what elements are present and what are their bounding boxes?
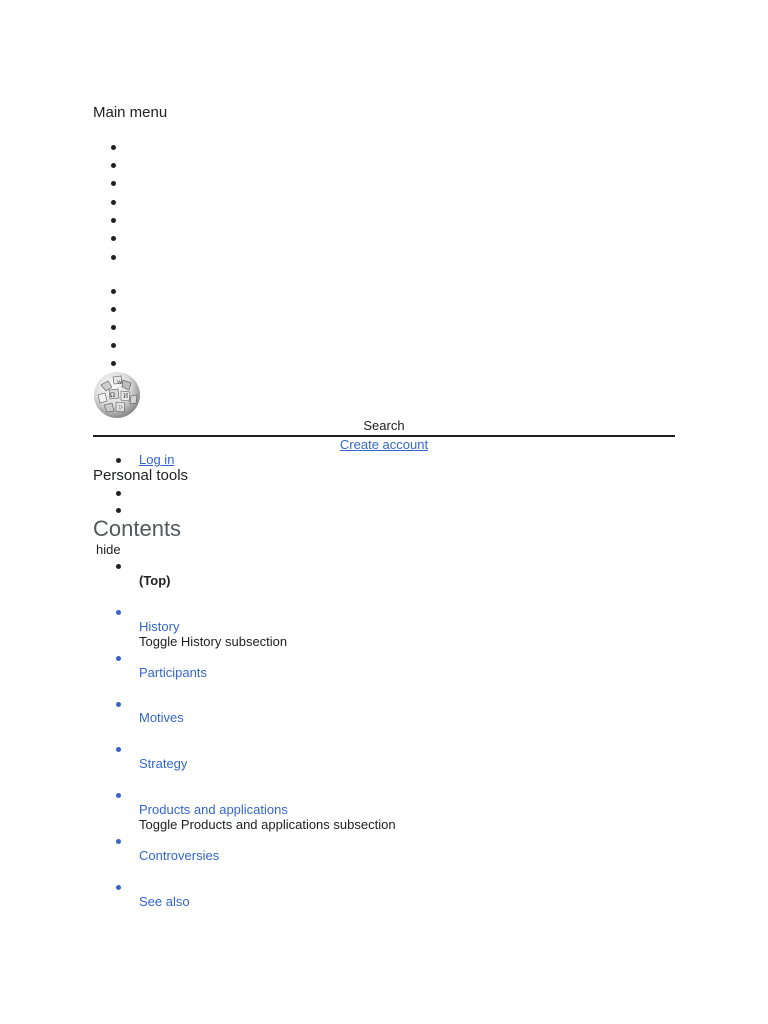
wikipedia-globe-icon[interactable] xyxy=(92,371,142,419)
personal-tools-title: Personal tools xyxy=(93,467,189,484)
toc-item-products-and-applications[interactable]: Products and applications xyxy=(139,802,288,817)
svg-text:Ω: Ω xyxy=(110,392,115,399)
toc-item-participants[interactable]: Participants xyxy=(139,665,207,680)
toc-item-motives[interactable]: Motives xyxy=(139,710,184,725)
toc-item-strategy[interactable]: Strategy xyxy=(139,756,188,771)
toc-bullet xyxy=(116,793,121,798)
login-link[interactable]: Log in xyxy=(139,452,175,467)
main-menu-item[interactable] xyxy=(111,181,116,186)
toc-hide-button[interactable]: hide xyxy=(96,542,121,557)
main-menu-item[interactable] xyxy=(111,325,116,330)
toc-title: Contents xyxy=(93,516,182,541)
toc-top-link[interactable]: (Top) xyxy=(139,573,171,588)
svg-text:W: W xyxy=(117,380,123,386)
toc-item-history[interactable]: History xyxy=(139,619,180,634)
toc-top-bullet xyxy=(116,564,121,569)
main-menu-item[interactable] xyxy=(111,343,116,348)
toc-bullet xyxy=(116,702,121,707)
create-account-link[interactable]: Create account xyxy=(339,437,429,452)
toc-item-controversies[interactable]: Controversies xyxy=(139,848,220,863)
toc-item-see-also[interactable]: See also xyxy=(139,894,190,909)
personal-tools-item[interactable] xyxy=(116,491,121,496)
main-menu-item[interactable] xyxy=(111,289,116,294)
svg-text:И: И xyxy=(123,393,129,400)
toc-bullet xyxy=(116,747,121,752)
main-menu-item[interactable] xyxy=(111,361,116,366)
toc-bullet xyxy=(116,610,121,615)
main-menu-item[interactable] xyxy=(111,145,116,150)
main-menu-item[interactable] xyxy=(111,163,116,168)
main-menu-item[interactable] xyxy=(111,218,116,223)
login-bullet xyxy=(116,458,121,463)
toc-bullet xyxy=(116,656,121,661)
search-label[interactable]: Search xyxy=(363,418,405,433)
toc-bullet xyxy=(116,839,121,844)
main-menu-item[interactable] xyxy=(111,200,116,205)
main-menu-item[interactable] xyxy=(111,236,116,241)
toc-toggle-products-and-applications[interactable]: Toggle Products and applications subsection xyxy=(139,817,396,832)
toc-toggle-history[interactable]: Toggle History subsection xyxy=(139,634,288,649)
main-menu-item[interactable] xyxy=(111,307,116,312)
personal-tools-item[interactable] xyxy=(116,508,121,513)
main-menu-item[interactable] xyxy=(111,255,116,260)
main-menu-title: Main menu xyxy=(93,104,168,121)
svg-text:ひ: ひ xyxy=(118,405,124,411)
toc-bullet xyxy=(116,885,121,890)
